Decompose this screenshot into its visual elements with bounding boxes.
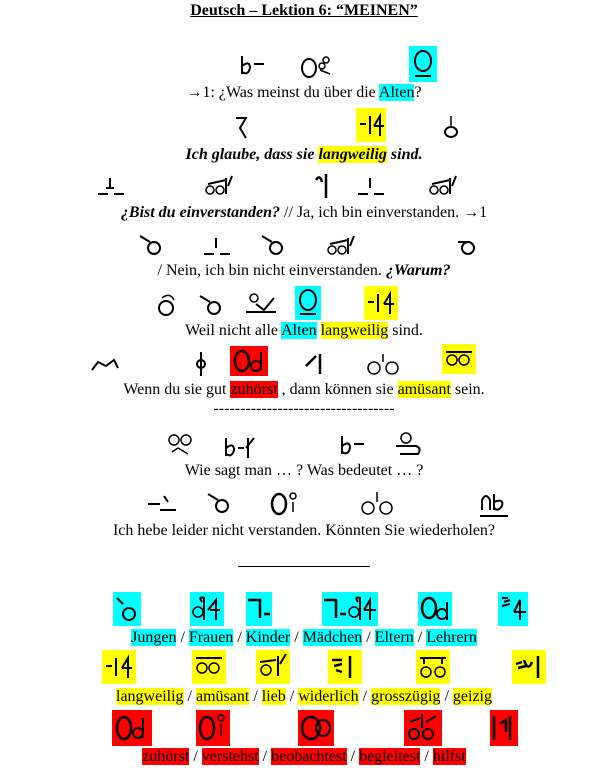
line-wenn (0, 381, 608, 399)
line-answer-1 (0, 146, 608, 164)
highlight-amuesant: amüsant (397, 381, 451, 398)
text-warum: ¿Warum? (385, 262, 451, 279)
sep: / (183, 688, 196, 705)
sign-glyph-nein (138, 232, 162, 258)
vocab-geizig: geizig (452, 688, 492, 705)
sign-glyph-einverstanden (204, 172, 234, 200)
sign-glyph-koennen (366, 352, 400, 376)
vocab-begleitest: begleitest (359, 748, 421, 765)
sign-glyph-nicht-3 (206, 490, 230, 516)
sign-glyph-sagt-man (222, 434, 256, 460)
text-answer-1: Ich glaube, dass sie (185, 146, 319, 163)
line-wie-sagt-man: Wie sagt man … ? Was bedeutet … ? (184, 462, 424, 479)
text-ja-answer: // Ja, ich bin einverstanden. →1 (280, 204, 488, 221)
sign-glyph-grosszuegig (416, 650, 450, 684)
sign-glyph-koennten (360, 490, 394, 516)
line-wiederholen: Ich hebe leider nicht verstanden. Könnten Sie wiederholen? (112, 522, 496, 539)
vocab-amuesant: amüsant (196, 688, 250, 705)
text-wenn: Wenn du sie gut (123, 381, 231, 398)
sign-glyph-langweilig-3 (102, 650, 136, 684)
vocab-lieb: lieb (261, 688, 286, 705)
sign-glyph-geizig (512, 650, 546, 684)
sign-glyph-wiederholen (478, 490, 510, 520)
sign-glyph-nicht (260, 232, 284, 258)
sign-glyph-frauen (190, 592, 224, 626)
sep: / (176, 629, 189, 646)
text-answer-1-end: sind. (386, 146, 423, 163)
sign-glyph-ich-hebe (146, 492, 180, 516)
sign-glyph-lieb (256, 650, 290, 684)
highlight-langweilig-2: langweilig (320, 322, 389, 339)
sign-glyph-hilfst (490, 710, 518, 746)
sign-glyph-bedeutet (392, 430, 426, 458)
vocab-widerlich: widerlich (298, 688, 359, 705)
sign-glyph-lehrern (498, 592, 528, 626)
sign-glyph-alten (409, 46, 437, 82)
sep: / (346, 748, 360, 765)
sign-glyph-gut (192, 350, 210, 378)
vocab-row-3 (0, 748, 608, 766)
line-weil (0, 322, 608, 340)
line-nein-answer (0, 262, 608, 280)
sep: / (413, 629, 427, 646)
sign-glyph-ich-bin (356, 176, 386, 198)
text-question-2: ¿Bist du einverstanden? (120, 204, 281, 221)
vocab-grosszuegig: grosszügig (371, 688, 441, 705)
highlight-alten-2: Alten (281, 322, 317, 339)
line-question-2 (0, 204, 608, 222)
sign-glyph-wenn (90, 356, 120, 374)
sign-glyph-verstanden (268, 488, 302, 518)
sign-glyph-jungen (113, 592, 141, 626)
separator-line (238, 566, 370, 567)
sign-glyph-kinder (246, 592, 272, 626)
page-title: Deutsch – Lektion 6: “MEINEN” (190, 2, 418, 19)
vocab-verstehst: verstehst (201, 748, 259, 765)
sign-glyph-langweilig (356, 108, 386, 142)
vocab-hilfst: hilfst (432, 748, 466, 765)
text-weil: Weil nicht alle (185, 322, 282, 339)
sign-glyph-ich-bin-2 (202, 236, 232, 258)
sign-glyph-eltern (418, 592, 452, 626)
sign-glyph-begleitest (404, 710, 442, 746)
sign-glyph-nicht-2 (198, 292, 222, 318)
sign-glyph-weil (156, 292, 180, 320)
sign-glyph-maedchen (322, 592, 378, 626)
text-nein-answer: / Nein, ich bin nicht einverstanden. (157, 262, 386, 279)
vocab-frauen: Frauen (188, 629, 234, 646)
sign-glyph-zuhoerst (230, 346, 268, 376)
sep: / (258, 748, 272, 765)
vocab-kinder: Kinder (245, 629, 291, 646)
vocab-jungen: Jungen (131, 629, 177, 646)
vocab-langweilig: langweilig (116, 688, 184, 705)
sep: / (362, 629, 375, 646)
sign-glyph-dann (302, 350, 326, 376)
sign-glyph-beobachtest (298, 710, 334, 746)
vocab-maedchen: Mädchen (302, 629, 363, 646)
sign-glyph-einverstanden-3 (326, 232, 356, 260)
text-dann: , dann können sie (277, 381, 398, 398)
sign-glyph-verstehst (196, 710, 230, 746)
text-question-1: →1: ¿Was meinst du über die (186, 84, 379, 101)
sign-glyph-widerlich (328, 650, 362, 684)
sign-glyph-was (338, 434, 368, 458)
vocab-eltern: Eltern (374, 629, 414, 646)
vocab-row-1 (0, 629, 608, 647)
sep: / (249, 688, 262, 705)
sign-glyph-du (300, 54, 332, 80)
vocab-beobachtest: beobachtest (271, 748, 347, 765)
vocab-lehrern: Lehrern (426, 629, 477, 646)
text-wenn-end: sein. (450, 381, 485, 398)
sign-glyph-bist (96, 176, 126, 198)
sign-glyph-meinst (238, 54, 266, 78)
text-question-end: ? (414, 84, 422, 101)
sep: / (233, 629, 246, 646)
dashed-separator: ---------------------------------- (213, 400, 395, 417)
vocab-zuhoerst: zuhörst (142, 748, 190, 765)
highlight-langweilig: langweilig (318, 146, 387, 163)
sep: / (290, 629, 303, 646)
sign-glyph-alten-2 (295, 286, 321, 320)
sep: / (420, 748, 433, 765)
sep: / (358, 688, 372, 705)
sign-glyph-warum (456, 236, 478, 258)
sign-glyph-glaube (234, 114, 250, 142)
sign-glyph-alle (244, 290, 278, 318)
sign-glyph-zuhoerst-2 (112, 710, 152, 746)
sign-glyph-amuesant (442, 344, 476, 374)
sep: / (440, 688, 453, 705)
sign-glyph-einverstanden-2 (428, 172, 458, 200)
sign-glyph-wie (166, 430, 196, 458)
sign-glyph-langweilig-2 (364, 286, 398, 320)
highlight-alten: Alten (378, 84, 415, 101)
text-weil-end: sind. (388, 322, 423, 339)
sign-glyph-sind (442, 114, 460, 140)
line-question-1 (0, 84, 608, 102)
highlight-zuhoerst: zuhörst (230, 381, 278, 398)
sign-glyph-amuesant-2 (192, 650, 226, 684)
sep: / (189, 748, 202, 765)
vocab-row-2 (0, 688, 608, 706)
sep: / (285, 688, 299, 705)
sign-glyph-ja (312, 172, 336, 200)
